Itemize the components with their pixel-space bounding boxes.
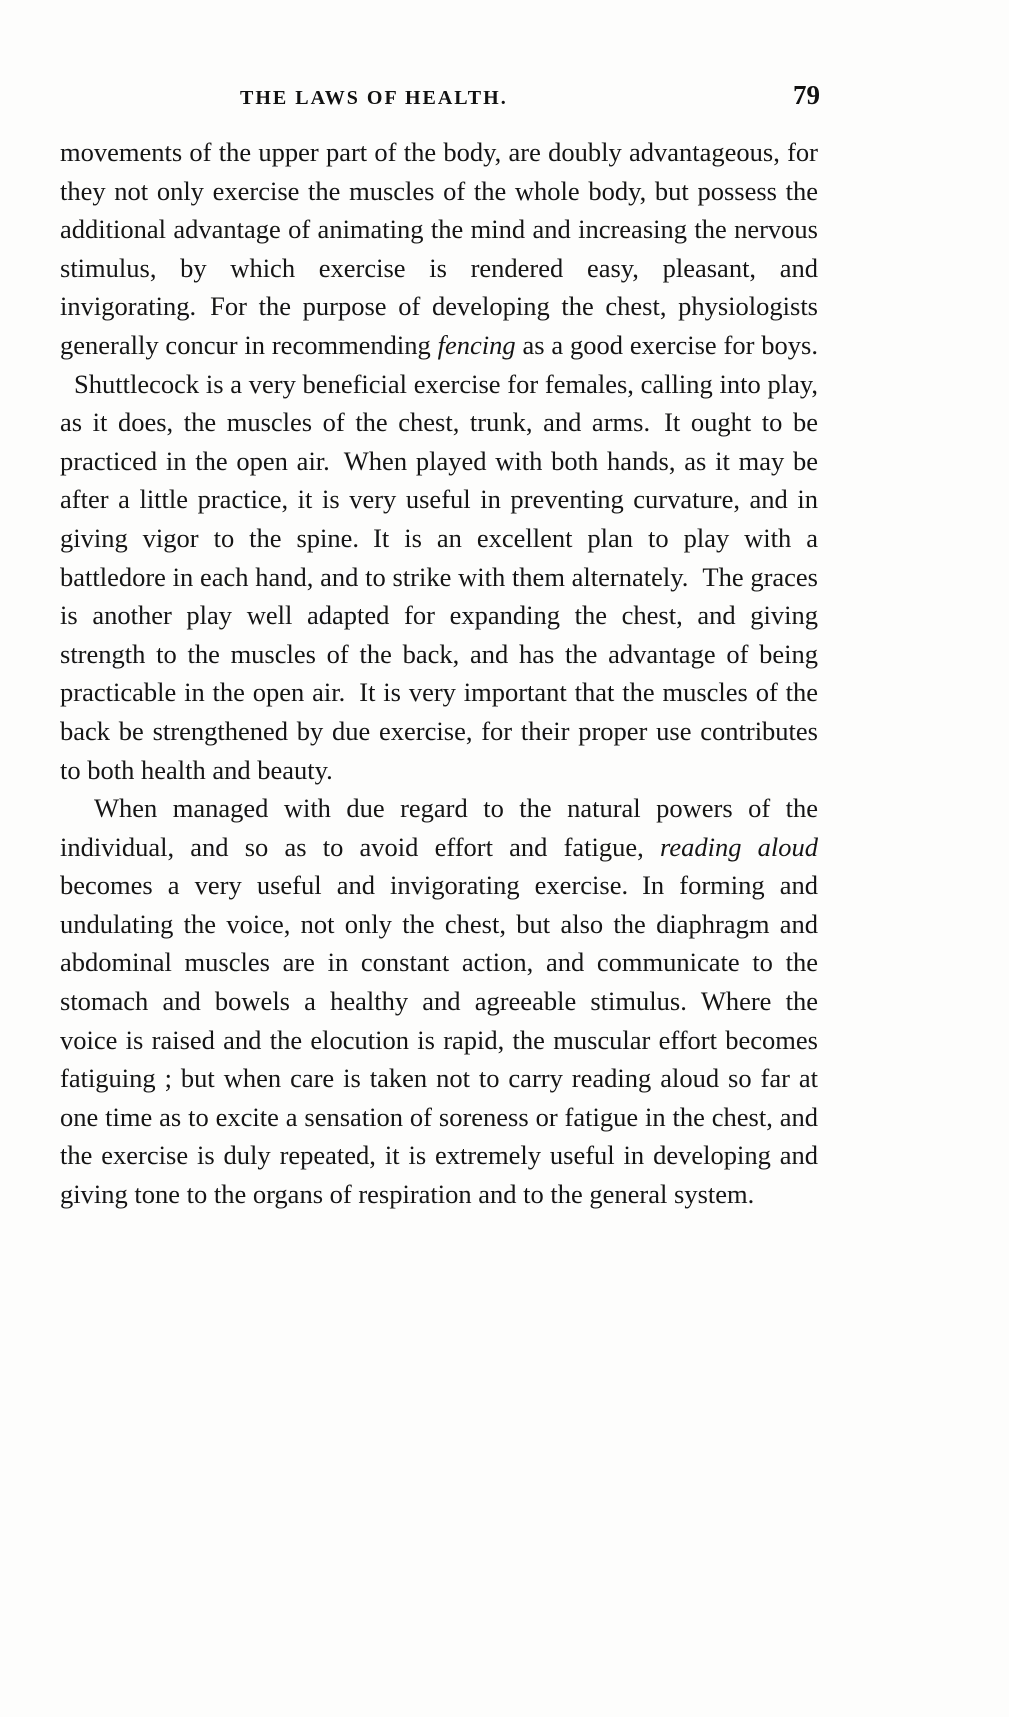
emphasized-term: fencing [437, 329, 516, 360]
page-header [60, 80, 820, 111]
running-head: THE LAWS OF HEALTH. [240, 87, 508, 109]
emphasized-term: reading aloud [659, 831, 818, 862]
paragraph: When managed with due regard to the natural powers of the individual, and so as to avoid effort and fatigue, reading aloud becomes a very useful and invigorating exercise. In forming and undulating the voice, not only the chest, but also the diaphragm and abdominal muscles are in constant action, and communicate to the stomach and bowels a healthy and agreeable stimulus. Where the voice is raised and the elocution is rapid, the muscular effort becomes fatiguing ; but when care is taken not to carry reading aloud so far at one time as to excite a sensation of soreness or fatigue in the chest, and the exercise is duly repeated, it is extremely useful in developing and giving tone to the organs of respiration and to the general system. [60, 793, 819, 1210]
paragraph: movements of the upper part of the body, are doubly advantageous, for they not only exercise the muscles of the whole body, but possess the additional advantage of animating the mind and increasing the nervous stimulus, by which exercise is rendered easy, pleasant, and invigorating. For the purpose of developing the chest, physiologists generally concur in recommending fencing as a good exercise for boys.Shuttlecock is a very beneficial exercise for females, calling into play, as it does, the muscles of the chest, trunk, and arms. It ought to be practiced in the open air. When played with both hands, as it may be after a little practice, it is very useful in preventing curvature, and in giving vigor to the spine. It is an excellent plan to play with a battledore in each hand, and to strike with them alternately. The graces is another play well adapted for expanding the chest, and giving strength to the muscles of the back, and has the advantage of being practicable in the open air. It is very important that the muscles of the back be strengthened by due exercise, for their proper use contributes to both health and beauty. [60, 137, 818, 785]
page-number: 79 [793, 80, 820, 110]
body-text [60, 133, 818, 1214]
